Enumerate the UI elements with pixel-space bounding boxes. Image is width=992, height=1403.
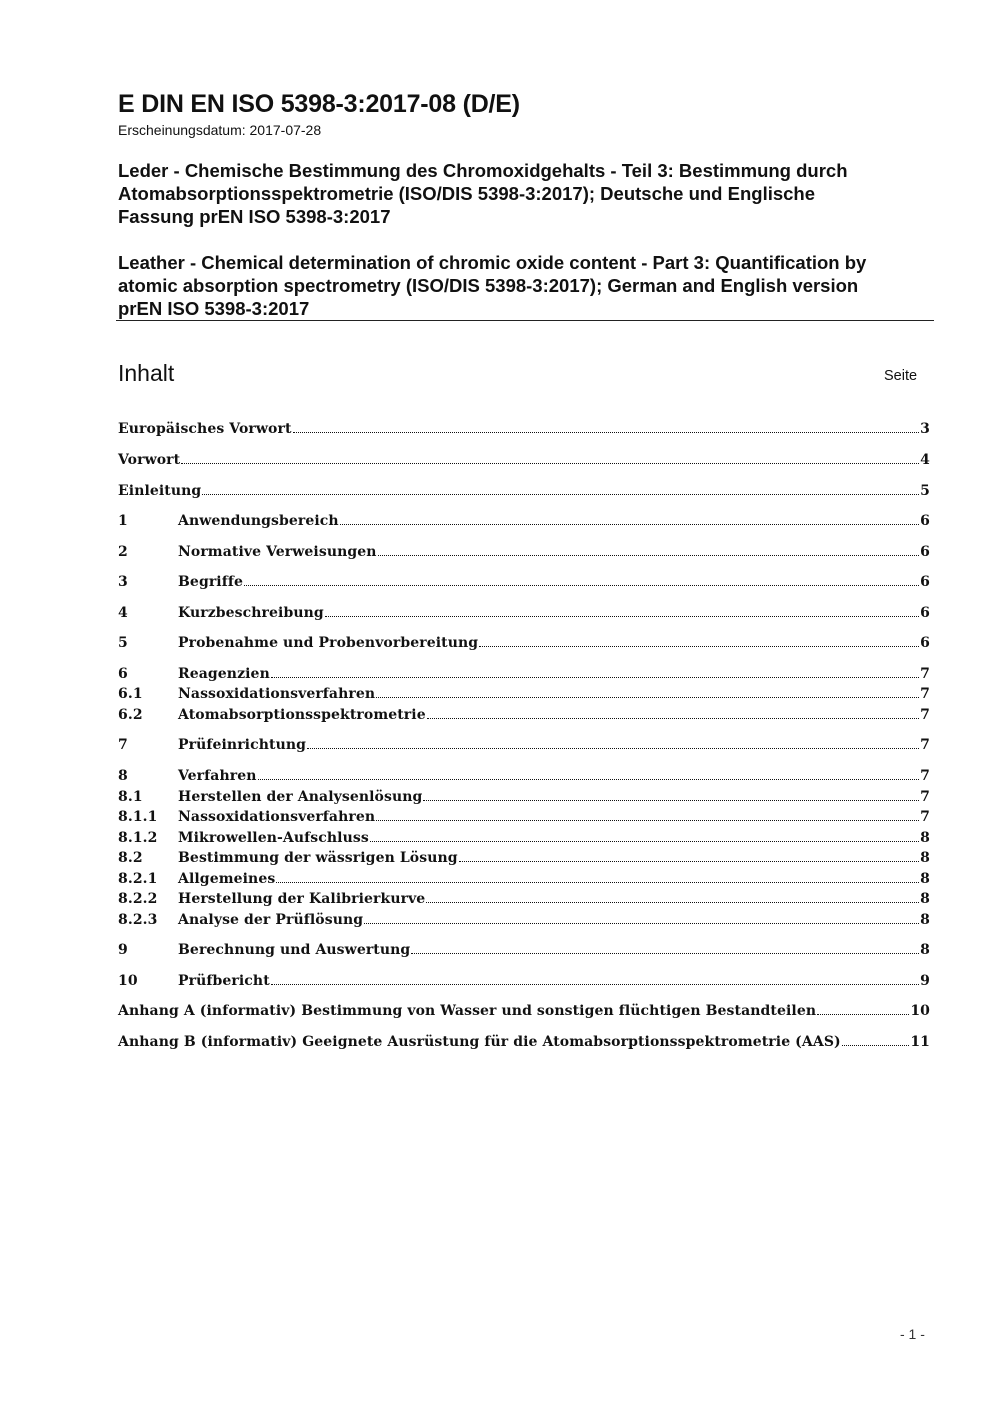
toc-entry-title: Einleitung — [118, 483, 202, 499]
toc-entry-title: Begriffe — [178, 574, 243, 590]
toc-dot-leader — [340, 524, 919, 525]
toc-entry[interactable] — [118, 448, 930, 468]
page-number: - 1 - — [900, 1326, 925, 1342]
title-english-line: Leather - Chemical determination of chromic oxide content - Part 3: Quantification by — [118, 252, 867, 273]
toc-dot-leader — [258, 779, 920, 780]
toc-dot-leader — [423, 800, 919, 801]
toc-dot-leader — [378, 555, 920, 556]
toc-entry-page: 7 — [920, 789, 930, 805]
publication-date: Erscheinungsdatum: 2017-07-28 — [118, 122, 322, 138]
toc-entry[interactable] — [118, 999, 930, 1019]
toc-entry-page: 8 — [920, 871, 930, 887]
toc-entry-number: 7 — [118, 737, 128, 753]
toc-entry-page: 6 — [920, 513, 930, 529]
title-english-line: prEN ISO 5398-3:2017 — [118, 298, 310, 319]
toc-entry-number: 3 — [118, 574, 128, 590]
toc-dot-leader — [427, 718, 919, 719]
toc-entry[interactable] — [118, 938, 930, 958]
toc-entry[interactable] — [118, 682, 930, 702]
toc-entry-title: Europäisches Vorwort — [118, 421, 292, 437]
toc-dot-leader — [376, 697, 919, 698]
toc-entry-page: 8 — [920, 830, 930, 846]
toc-entry-title: Allgemeines — [178, 871, 276, 887]
toc-entry-title: Nassoxidationsverfahren — [178, 809, 376, 825]
toc-entry-page: 6 — [920, 574, 930, 590]
toc-entry[interactable] — [118, 417, 930, 437]
title-german-line: Atomabsorptionsspektrometrie (ISO/DIS 5398-3:2017); Deutsche und Englische — [118, 183, 816, 204]
toc-dot-leader — [202, 494, 919, 495]
toc-entry[interactable] — [118, 764, 930, 784]
toc-entry-page: 8 — [920, 850, 930, 866]
toc-dot-leader — [426, 902, 919, 903]
toc-entry-number: 8.2 — [118, 850, 143, 866]
toc-page-column-label: Seite — [884, 368, 918, 384]
toc-entry-page: 7 — [920, 809, 930, 825]
title-english-line: atomic absorption spectrometry (ISO/DIS 5398-3:2017); German and English version — [118, 275, 859, 296]
toc-entry[interactable] — [118, 479, 930, 499]
toc-dot-leader — [293, 432, 920, 433]
toc-entry-title: Kurzbeschreibung — [178, 605, 324, 621]
toc-entry-title: Reagenzien — [178, 666, 270, 682]
toc-entry-title: Anhang A (informativ) Bestimmung von Wasser und sonstigen flüchtigen Bestandteilen — [118, 1003, 817, 1019]
toc-entry[interactable] — [118, 601, 930, 621]
toc-entry-title: Berechnung und Auswertung — [178, 942, 411, 958]
toc-entry-page: 7 — [920, 666, 930, 682]
toc-dot-leader — [842, 1045, 910, 1046]
toc-dot-leader — [411, 953, 919, 954]
toc-entry-page: 11 — [910, 1034, 930, 1050]
title-german — [118, 159, 938, 228]
toc-entry[interactable] — [118, 887, 930, 907]
toc-entry[interactable] — [118, 969, 930, 989]
toc-entry-page: 7 — [920, 768, 930, 784]
toc-entry-page: 7 — [920, 686, 930, 702]
toc-entry-number: 8.2.2 — [118, 891, 158, 907]
toc-entry[interactable] — [118, 733, 930, 753]
toc-dot-leader — [364, 923, 919, 924]
title-english — [118, 251, 938, 320]
toc-entry-title: Vorwort — [118, 452, 181, 468]
toc-entry[interactable] — [118, 703, 930, 723]
document-code: E DIN EN ISO 5398-3:2017-08 (D/E) — [118, 90, 520, 118]
toc-entry-page: 7 — [920, 737, 930, 753]
toc-entry-number: 6 — [118, 666, 128, 682]
toc-entry[interactable] — [118, 540, 930, 560]
toc-entry-page: 6 — [920, 635, 930, 651]
toc-entry-page: 8 — [920, 891, 930, 907]
toc-entry-page: 9 — [920, 973, 930, 989]
toc-entry-page: 7 — [920, 707, 930, 723]
toc-entry-page: 4 — [920, 452, 930, 468]
toc-entry-number: 5 — [118, 635, 128, 651]
toc-entry-title: Nassoxidationsverfahren — [178, 686, 376, 702]
toc-entry-page: 8 — [920, 942, 930, 958]
toc-entry-title: Probenahme und Probenvorbereitung — [178, 635, 479, 651]
toc-entry-title: Atomabsorptionsspektrometrie — [178, 707, 426, 723]
toc-entry-page: 6 — [920, 544, 930, 560]
toc-entry-title: Normative Verweisungen — [178, 544, 377, 560]
toc-entry-title: Herstellung der Kalibrierkurve — [178, 891, 426, 907]
toc-entry[interactable] — [118, 570, 930, 590]
toc-dot-leader — [271, 984, 919, 985]
toc-dot-leader — [181, 463, 919, 464]
toc-entry-number: 10 — [118, 973, 138, 989]
toc-entry[interactable] — [118, 867, 930, 887]
toc-entry-page: 8 — [920, 912, 930, 928]
toc-entry-title: Prüfeinrichtung — [178, 737, 307, 753]
toc-entry[interactable] — [118, 908, 930, 928]
toc-entry[interactable] — [118, 662, 930, 682]
toc-entry-number: 8.2.3 — [118, 912, 158, 928]
toc-entry-number: 8.1.2 — [118, 830, 158, 846]
toc-dot-leader — [370, 841, 919, 842]
toc-entry[interactable] — [118, 785, 930, 805]
toc-entry[interactable] — [118, 1030, 930, 1050]
toc-entry[interactable] — [118, 805, 930, 825]
toc-entry-number: 8.2.1 — [118, 871, 158, 887]
toc-entry-page: 3 — [920, 421, 930, 437]
toc-heading: Inhalt — [118, 360, 175, 386]
toc-dot-leader — [325, 616, 919, 617]
toc-entry-title: Herstellen der Analysenlösung — [178, 789, 423, 805]
toc-dot-leader — [271, 677, 919, 678]
toc-entry-number: 9 — [118, 942, 128, 958]
toc-entry[interactable] — [118, 826, 930, 846]
toc-entry-page: 6 — [920, 605, 930, 621]
toc-entry-number: 8 — [118, 768, 128, 784]
toc-entry-number: 6.1 — [118, 686, 143, 702]
toc-entry-page: 10 — [910, 1003, 930, 1019]
toc-entry-title: Anhang B (informativ) Geeignete Ausrüstung für die Atomabsorptionsspektrometrie (AAS) — [118, 1034, 841, 1050]
toc-dot-leader — [276, 882, 919, 883]
toc-dot-leader — [479, 646, 919, 647]
header-divider — [116, 320, 934, 321]
toc-entry-number: 2 — [118, 544, 128, 560]
toc-entry-number: 8.1.1 — [118, 809, 158, 825]
title-german-line: Fassung prEN ISO 5398-3:2017 — [118, 206, 391, 227]
title-german-line: Leder - Chemische Bestimmung des Chromoxidgehalts - Teil 3: Bestimmung durch — [118, 160, 848, 181]
toc-entry-title: Bestimmung der wässrigen Lösung — [178, 850, 458, 866]
toc-entry[interactable] — [118, 631, 930, 651]
toc-dot-leader — [817, 1014, 909, 1015]
toc-entry-number: 4 — [118, 605, 128, 621]
toc-entry[interactable] — [118, 846, 930, 866]
toc-dot-leader — [307, 748, 919, 749]
toc-entry-number: 6.2 — [118, 707, 143, 723]
toc-entry-title: Prüfbericht — [178, 973, 270, 989]
toc-entry-title: Anwendungsbereich — [178, 513, 339, 529]
toc-entry-page: 5 — [920, 483, 930, 499]
toc-dot-leader — [244, 585, 919, 586]
toc-entry-title: Verfahren — [178, 768, 257, 784]
toc-dot-leader — [376, 820, 919, 821]
toc-entry-number: 1 — [118, 513, 128, 529]
toc-entry-number: 8.1 — [118, 789, 143, 805]
toc-entry-title: Mikrowellen-Aufschluss — [178, 830, 369, 846]
toc-entry-title: Analyse der Prüflösung — [178, 912, 364, 928]
toc-dot-leader — [459, 861, 920, 862]
toc-entry[interactable] — [118, 509, 930, 529]
